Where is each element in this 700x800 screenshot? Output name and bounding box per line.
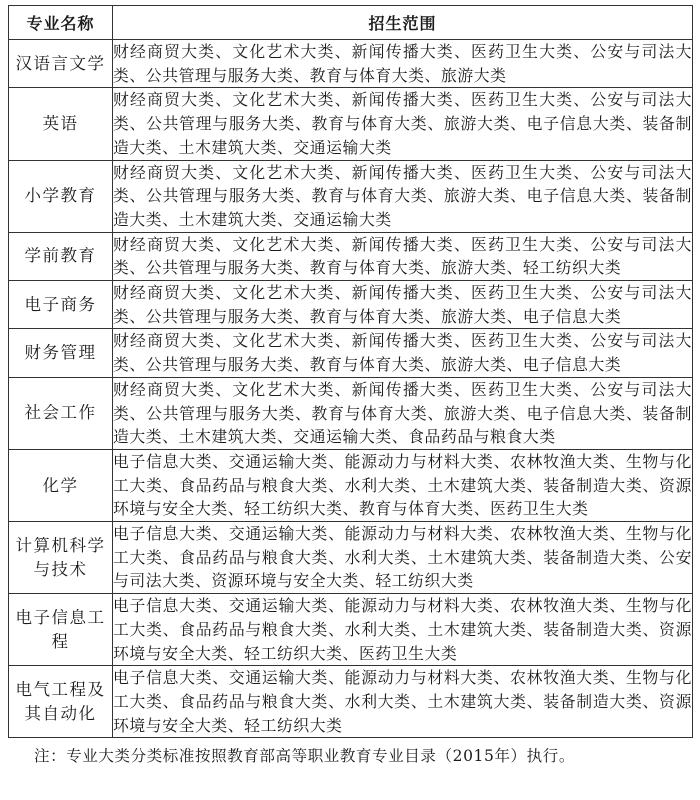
table-row [9,329,693,377]
major-name: 电子信息工程 [9,594,113,666]
major-name: 汉语言文学 [9,40,113,88]
major-name: 化学 [9,449,113,521]
table-row [9,377,693,449]
admission-scope: 电子信息大类、交通运输大类、能源动力与材料大类、农林牧渔大类、生物与化工大类、食品药品与粮食大类、水利大类、土木建筑大类、装备制造大类、资源环境与安全大类、轻工纺织大类、教育与体育大类、医药卫生大类 [113,449,693,521]
admission-scope: 财经商贸大类、文化艺术大类、新闻传播大类、医药卫生大类、公安与司法大类、公共管理与服务大类、教育与体育大类、旅游大类、电子信息大类、装备制造大类、土木建筑大类、交通运输大类 [113,160,693,232]
admission-scope-document [8,5,692,766]
major-name: 小学教育 [9,160,113,232]
admission-scope: 电子信息大类、交通运输大类、能源动力与材料大类、农林牧渔大类、生物与化工大类、食品药品与粮食大类、水利大类、土木建筑大类、装备制造大类、资源环境与安全大类、轻工纺织大类、医药卫生大类 [113,594,693,666]
table-row [9,88,693,160]
table-row [9,522,693,594]
table-row [9,666,693,738]
admission-scope: 财经商贸大类、文化艺术大类、新闻传播大类、医药卫生大类、公安与司法大类、公共管理与服务大类、教育与体育大类、旅游大类、电子信息大类、装备制造大类、土木建筑大类、交通运输大类、食品药品与粮食大类 [113,377,693,449]
major-name: 财务管理 [9,329,113,377]
table-row [9,281,693,329]
admission-scope: 财经商贸大类、文化艺术大类、新闻传播大类、医药卫生大类、公安与司法大类、公共管理与服务大类、教育与体育大类、旅游大类 [113,40,693,88]
footnote: 注：专业大类分类标准按照教育部高等职业教育专业目录（2015年）执行。 [34,747,575,766]
table-header-row [9,6,693,40]
major-name: 学前教育 [9,232,113,280]
major-name: 计算机科学与技术 [9,522,113,594]
major-name: 社会工作 [9,377,113,449]
admission-scope: 财经商贸大类、文化艺术大类、新闻传播大类、医药卫生大类、公安与司法大类、公共管理与服务大类、教育与体育大类、旅游大类、电子信息大类 [113,281,693,329]
major-name: 电气工程及其自动化 [9,666,113,738]
admission-scope: 电子信息大类、交通运输大类、能源动力与材料大类、农林牧渔大类、生物与化工大类、食品药品与粮食大类、水利大类、土木建筑大类、装备制造大类、公安与司法大类、资源环境与安全大类、轻工纺织大类 [113,522,693,594]
header-scope: 招生范围 [113,6,693,40]
table-row [9,449,693,521]
admission-scope: 财经商贸大类、文化艺术大类、新闻传播大类、医药卫生大类、公安与司法大类、公共管理与服务大类、教育与体育大类、旅游大类、电子信息大类 [113,329,693,377]
table-row [9,40,693,88]
admission-scope-table [8,5,693,738]
major-name: 英语 [9,88,113,160]
admission-scope: 财经商贸大类、文化艺术大类、新闻传播大类、医药卫生大类、公安与司法大类、公共管理与服务大类、教育与体育大类、旅游大类、电子信息大类、装备制造大类、土木建筑大类、交通运输大类 [113,88,693,160]
table-row [9,160,693,232]
header-major: 专业名称 [9,6,113,40]
table-row [9,232,693,280]
admission-scope: 财经商贸大类、文化艺术大类、新闻传播大类、医药卫生大类、公安与司法大类、公共管理与服务大类、教育与体育大类、旅游大类、轻工纺织大类 [113,232,693,280]
table-row [9,594,693,666]
major-name: 电子商务 [9,281,113,329]
admission-scope: 电子信息大类、交通运输大类、能源动力与材料大类、农林牧渔大类、生物与化工大类、食品药品与粮食大类、水利大类、土木建筑大类、装备制造大类、资源环境与安全大类、轻工纺织大类 [113,666,693,738]
